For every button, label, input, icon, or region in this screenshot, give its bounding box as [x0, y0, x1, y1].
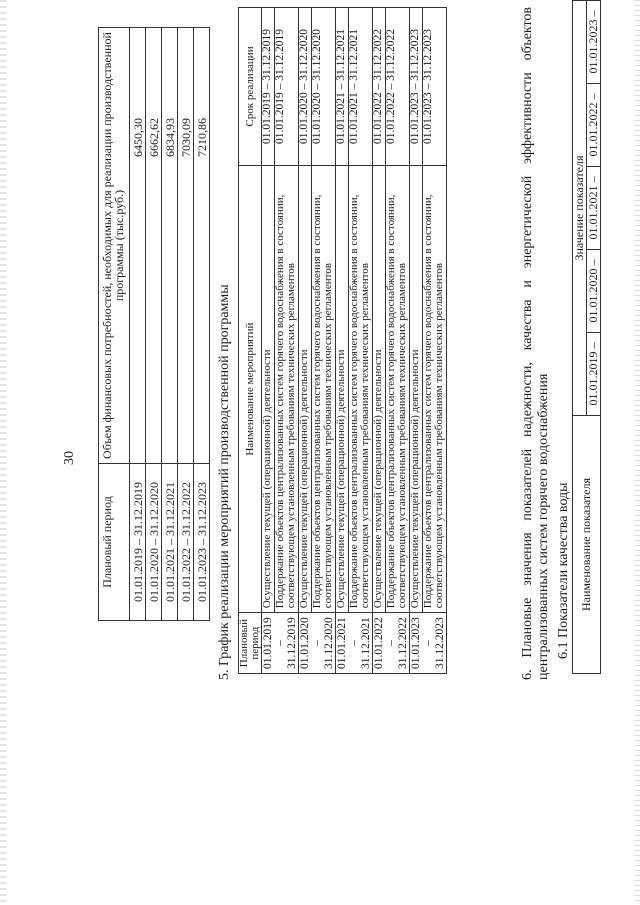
indicators-period-header: 01.01.2020 –: [587, 250, 601, 333]
finance-period-cell: 01.01.2022 – 31.12.2022: [178, 464, 194, 621]
finance-row: [130, 28, 146, 621]
schedule-table: [238, 7, 447, 674]
finance-header-amount: Объем финансовых потребностей, необходимых для реализации производственной программы (тыс.руб.): [99, 28, 130, 464]
schedule-period-cell: 01.01.2023 – 31.12.2023: [410, 613, 447, 674]
schedule-row: [373, 8, 386, 674]
indicators-name-header: Наименование показателя: [573, 416, 601, 674]
finance-amount-cell: 7210,86: [194, 28, 210, 464]
schedule-row: [262, 8, 275, 674]
page-number: 30: [62, 451, 77, 465]
schedule-term-cell: 01.01.2019 – 31.12.2019: [274, 8, 298, 166]
schedule-measure-cell: Осуществление текущей (операционной) деятельности: [373, 166, 386, 613]
quality-subtitle: 6.1 Показатели качества воды: [556, 482, 571, 659]
section6-heading: [520, 7, 552, 680]
indicators-period-header: 01.01.2021 –: [587, 167, 601, 250]
finance-header-period: Плановый период: [99, 464, 130, 621]
schedule-row: [299, 8, 312, 674]
indicators-period-header: 01.01.2019 –: [587, 333, 601, 416]
schedule-measure-cell: Осуществление текущей (операционной) деятельности: [299, 166, 312, 613]
finance-row: [162, 28, 178, 621]
schedule-period-cell: 01.01.2021 – 31.12.2021: [336, 613, 373, 674]
finance-table-header: [99, 28, 130, 621]
schedule-title: 5. График реализации мероприятий производственной программы: [217, 284, 232, 680]
finance-table: [98, 27, 210, 621]
finance-amount-cell: 7030,09: [178, 28, 194, 464]
finance-amount-cell: 6450,30: [130, 28, 146, 464]
finance-amount-cell: 6834,93: [162, 28, 178, 464]
schedule-header-measure: Наименование мероприятий: [239, 166, 262, 613]
schedule-term-cell: 01.01.2019 – 31.12.2019: [262, 8, 275, 166]
schedule-measure-cell: Поддержание объектов централизованных систем горячего водоснабжения в состоянии, соответствующем установленным требованиям технических регламентов: [348, 166, 372, 613]
finance-amount-cell: 6662,62: [146, 28, 162, 464]
indicators-period-header: 01.01.2023 –: [587, 1, 601, 84]
finance-row: [146, 28, 162, 621]
indicators-table: [572, 0, 601, 674]
finance-row: [194, 28, 210, 621]
schedule-row: [422, 8, 446, 674]
schedule-term-cell: 01.01.2021 – 31.12.2021: [336, 8, 349, 166]
finance-period-cell: 01.01.2021 – 31.12.2021: [162, 464, 178, 621]
schedule-header-period: Плановый период: [239, 613, 262, 674]
schedule-measure-cell: Поддержание объектов централизованных систем горячего водоснабжения в состоянии, соответствующем установленным требованиям технических регламентов: [385, 166, 409, 613]
finance-row: [178, 28, 194, 621]
schedule-row: [385, 8, 409, 674]
schedule-period-cell: 01.01.2019 – 31.12.2019: [262, 613, 299, 674]
schedule-row: [336, 8, 349, 674]
schedule-measure-cell: Осуществление текущей (операционной) деятельности: [410, 166, 423, 613]
indicators-value-header: Значение показателя: [573, 1, 587, 416]
schedule-row: [410, 8, 423, 674]
schedule-measure-cell: Осуществление текущей (операционной) деятельности: [336, 166, 349, 613]
schedule-term-cell: 01.01.2022 – 31.12.2022: [385, 8, 409, 166]
schedule-period-cell: 01.01.2020 – 31.12.2020: [299, 613, 336, 674]
schedule-measure-cell: Поддержание объектов централизованных систем горячего водоснабжения в состоянии, соответствующем установленным требованиям технических регламентов: [274, 166, 298, 613]
finance-period-cell: 01.01.2019 – 31.12.2019: [130, 464, 146, 621]
schedule-term-cell: 01.01.2020 – 31.12.2020: [311, 8, 335, 166]
schedule-period-cell: 01.01.2022 – 31.12.2022: [373, 613, 410, 674]
schedule-row: [274, 8, 298, 674]
schedule-table-header: [239, 8, 262, 674]
schedule-term-cell: 01.01.2021 – 31.12.2021: [348, 8, 372, 166]
section6-line1: 6. Плановые значения показателей надежности, качества и энергетической эффективности объектов: [520, 7, 535, 680]
indicators-header-row: [573, 1, 587, 674]
finance-period-cell: 01.01.2023 – 31.12.2023: [194, 464, 210, 621]
schedule-measure-cell: Осуществление текущей (операционной) деятельности: [262, 166, 275, 613]
finance-period-cell: 01.01.2020 – 31.12.2020: [146, 464, 162, 621]
section6-line2: централизованных систем горячего водоснабжения: [536, 373, 551, 680]
schedule-term-cell: 01.01.2022 – 31.12.2022: [373, 8, 386, 166]
schedule-row: [311, 8, 335, 674]
schedule-measure-cell: Поддержание объектов централизованных систем горячего водоснабжения в состоянии, соответствующем установленным требованиям технических регламентов: [311, 166, 335, 613]
schedule-header-term: Срок реализации: [239, 8, 262, 166]
schedule-measure-cell: Поддержание объектов централизованных систем горячего водоснабжения в состоянии, соответствующем установленным требованиям технических регламентов: [422, 166, 446, 613]
indicators-period-header: 01.01.2022 –: [587, 84, 601, 167]
schedule-term-cell: 01.01.2020 – 31.12.2020: [299, 8, 312, 166]
schedule-row: [348, 8, 372, 674]
schedule-term-cell: 01.01.2023 – 31.12.2023: [422, 8, 446, 166]
schedule-term-cell: 01.01.2023 – 31.12.2023: [410, 8, 423, 166]
